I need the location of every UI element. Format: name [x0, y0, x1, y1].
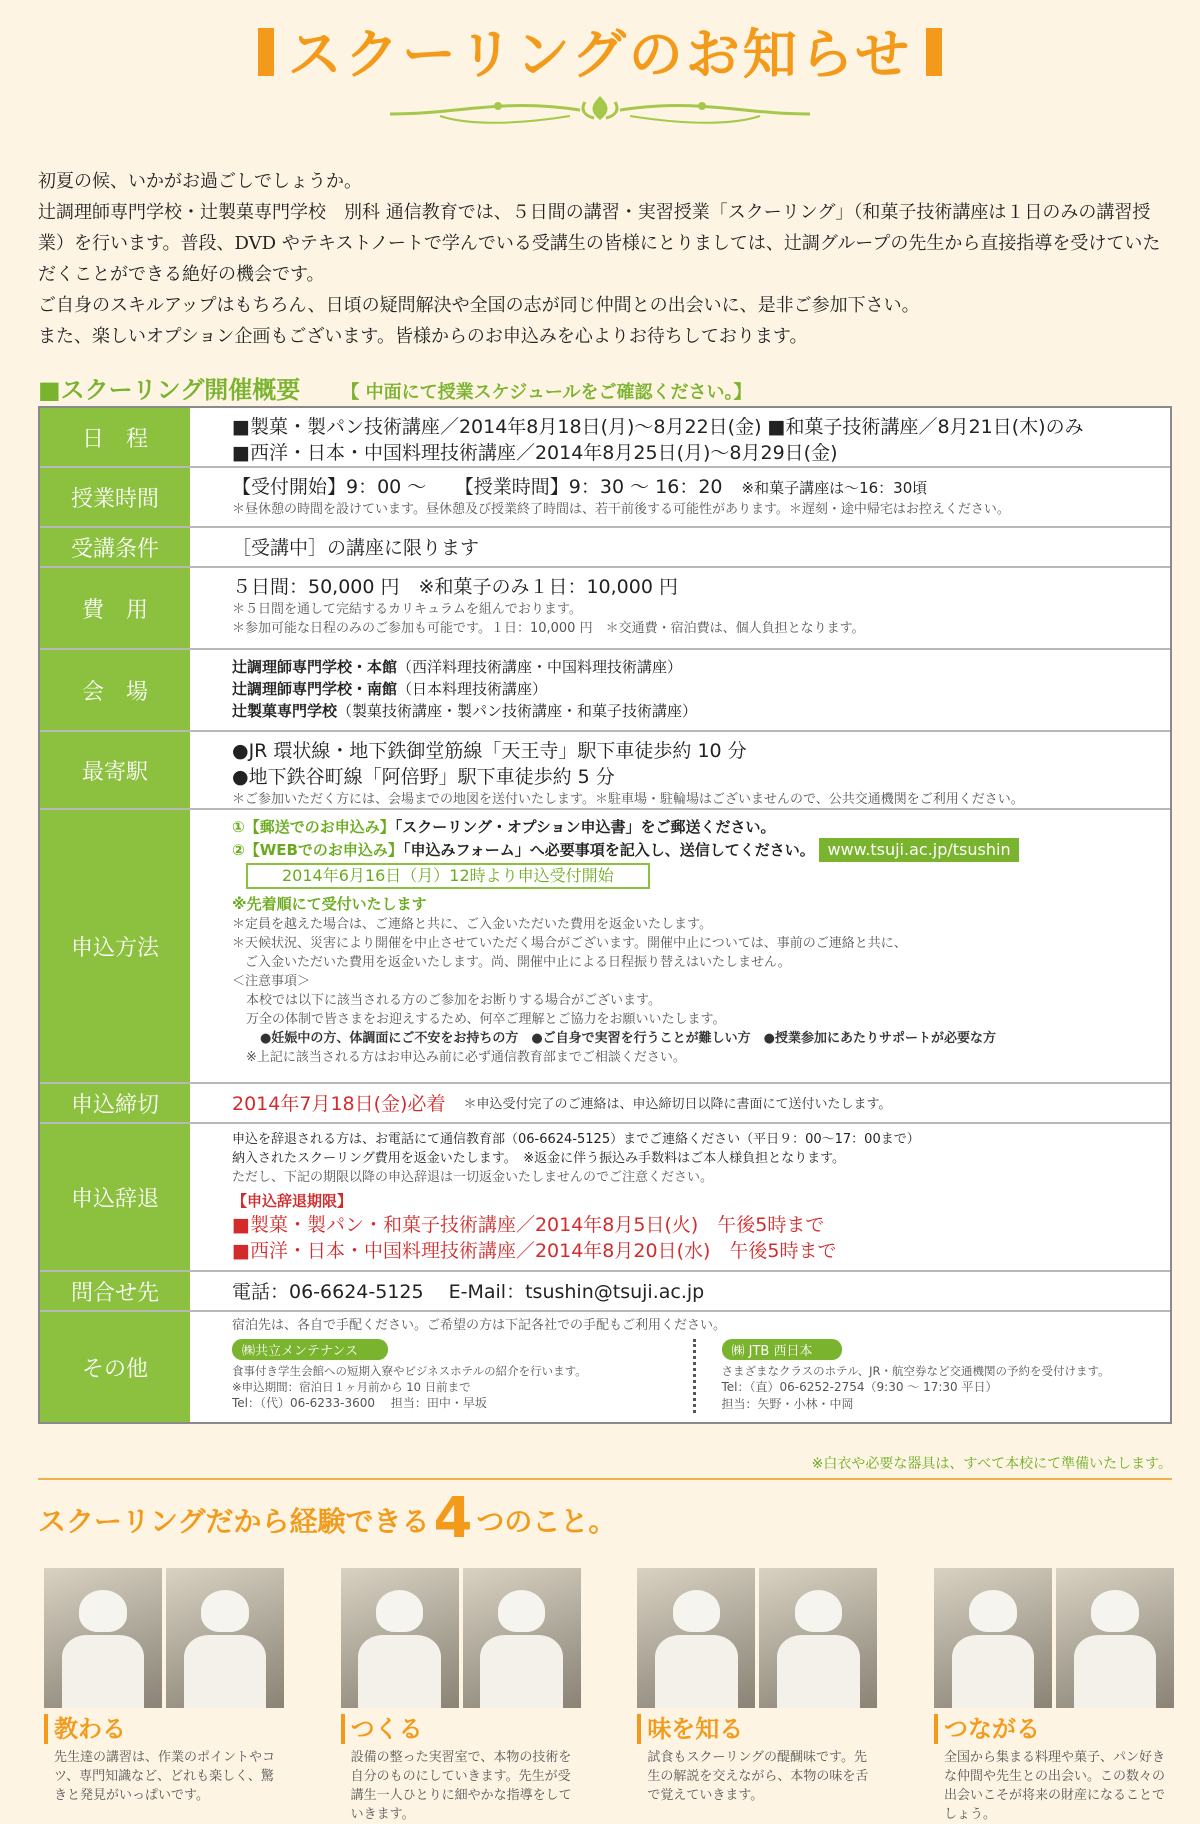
row-header: 会 場 [40, 650, 192, 730]
row-content [192, 650, 1170, 730]
row-content [192, 568, 1170, 648]
chef-photo [637, 1568, 755, 1708]
card-make [341, 1568, 581, 1824]
row-header: 費 用 [40, 568, 192, 648]
page-title-text: スクーリングのお知らせ [287, 23, 913, 86]
row-content [192, 468, 1170, 526]
row-header: 申込辞退 [40, 1124, 192, 1270]
row-header: 問合せ先 [40, 1272, 192, 1310]
row-cancel [40, 1124, 1170, 1272]
fee-note: ＊５日間を通して完結するカリキュラムを組んでおります。 [232, 602, 582, 617]
row-header: 日 程 [40, 408, 192, 466]
apply-start-box: 2014年6月16日（月）12時より申込受付開始 [246, 863, 650, 889]
column-divider [693, 1339, 696, 1413]
apply-caution-head: ＜注意事項＞ [232, 974, 311, 989]
card-desc: 先生達の講習は、作業のポイントやコツ、専門知識など、どれも楽しく、驚きと発見がいっぱいです。 [54, 1750, 276, 1803]
deadline-date: 2014年7月18日(金)必着 [232, 1093, 446, 1115]
fee-note: ＊参加可能な日程のみのご参加も可能です。１日：10,000 円 ＊交通費・宿泊費は、個人負担となります。 [232, 621, 865, 636]
foot-note: ※白衣や必要な器具は、すべて本校にて準備いたします。 [811, 1456, 1172, 1472]
card-title: つくる [341, 1714, 581, 1744]
schedule-line: ■製菓・製パン技術講座／2014年8月18日(月)～8月22日(金) ■和菓子技術講座／8月21日(木)のみ [232, 416, 1084, 438]
card-desc: 設備の整った実習室で、本物の技術を自分のものにしていきます。先生が受講生一人ひとりに細やかな指導をしていきます。 [350, 1750, 572, 1822]
row-venue [40, 650, 1170, 732]
section-note: 【 中面にて授業スケジュールをご確認ください。】 [341, 382, 752, 403]
row-header: 最寄駅 [40, 732, 192, 808]
chef-photo [934, 1568, 1052, 1708]
venue-detail: （製菓技術講座・製パン技術講座・和菓子技術講座） [337, 702, 698, 720]
chef-photo [759, 1568, 877, 1708]
row-content [192, 408, 1170, 466]
apply-first-come: ※先着順にて受付いたします [232, 895, 427, 913]
card-photos [934, 1568, 1174, 1708]
company-note: ※申込期間：宿泊日１ヶ月前から 10 日前まで [232, 1380, 471, 1394]
cancel-period-head: 【申込辞退期限】 [232, 1192, 353, 1210]
apply-method-body: 「スクーリング・オプション申込書」をご郵送ください。 [394, 818, 776, 836]
card-desc: 試食もスクーリングの醍醐味です。先生の解説を交えながら、本物の味を舌で覚えていきます。 [647, 1750, 869, 1803]
row-content [192, 1084, 1170, 1122]
four-post: つのこと。 [476, 1505, 617, 1538]
intro-line: 初夏の候、いかがお過ごしでしょうか。 [38, 171, 362, 192]
row-apply [40, 810, 1170, 1084]
row-header: 受講条件 [40, 528, 192, 566]
card-title: 教わる [44, 1714, 284, 1744]
apply-caution: ●妊娠中の方、体調面にご不安をお持ちの方 ●ご自身で実習を行うことが難しい方 ●授業参加にあたりサポートが必要な方 [260, 1031, 997, 1046]
chef-photo [341, 1568, 459, 1708]
other-line: 宿泊先は、各自で手配ください。ご希望の方は下記各社での手配もご利用ください。 [232, 1318, 727, 1333]
apply-url-link[interactable]: www.tsuji.ac.jp/tsushin [819, 838, 1018, 862]
card-desc: 全国から集まる料理や菓子、パン好きな仲間や先生との出会い。この数々の出会いこそが将来の財産になることでしょう。 [943, 1750, 1165, 1822]
four-pre: スクーリングだから経験できる [38, 1505, 430, 1538]
other-col-left [232, 1339, 667, 1413]
apply-note: ご入金いただいた費用を返金いたします。尚、開催中止による日程振り替えはいたしません。 [232, 955, 791, 970]
apply-note: ＊定員を越えた場合は、ご連絡と共に、ご入金いただいた費用を返金いたします。 [232, 917, 712, 932]
card-learn [44, 1568, 284, 1824]
intro-line: ご自身のスキルアップはもちろん、日頃の疑問解決や全国の志が同じ仲間との出会いに、是非ご参加下さい。 [38, 295, 920, 316]
row-content [192, 732, 1170, 808]
cancel-period: ■西洋・日本・中国料理技術講座／2014年8月20日(水) 午後5時まで [232, 1240, 837, 1262]
company-tel: Tel：（直）06-6252-2754（9:30 ～ 17:30 平日） [721, 1380, 998, 1394]
other-columns [232, 1339, 1156, 1413]
venue-detail: （日本料理技術講座） [397, 680, 548, 698]
station-line: ●JR 環状線・地下鉄御堂筋線「天王寺」駅下車徒歩約 10 分 [232, 740, 747, 762]
apply-method-body: 「申込みフォーム」へ必要事項を記入し、送信してください。 [402, 841, 815, 859]
chef-photo [1056, 1568, 1174, 1708]
row-content [192, 1312, 1170, 1422]
row-content [192, 810, 1170, 1082]
row-deadline [40, 1084, 1170, 1124]
row-station [40, 732, 1170, 810]
cancel-line: 納入されたスクーリング費用を返金いたします。 ※返金に伴う振込み手数料はご本人様負担となります。 [232, 1151, 846, 1166]
row-header: 申込締切 [40, 1084, 192, 1122]
company-staff: 担当：矢野・小林・中岡 [721, 1397, 854, 1411]
intro-line: また、楽しいオプション企画もございます。皆様からのお申込みを心よりお待ちしております。 [38, 326, 808, 347]
row-fee [40, 568, 1170, 650]
apply-caution: 万全の体制で皆さまをお迎えするため、何卒ご理解とご協力をお願いいたします。 [246, 1012, 726, 1027]
row-content [192, 528, 1170, 566]
company-tag: ㈱ JTB 西日本 [722, 1339, 843, 1360]
schedule-line: ■西洋・日本・中国料理技術講座／2014年8月25日(月)～8月29日(金) [232, 442, 838, 464]
condition-line: ［受講中］の講座に限ります [232, 537, 480, 559]
venue-name: 辻製菓専門学校 [232, 702, 338, 720]
card-title: 味を知る [637, 1714, 877, 1744]
apply-method-head: ①【郵送でのお申込み】 [232, 818, 395, 836]
section-heading [38, 370, 1168, 402]
cancel-line: 申込を辞退される方は、お電話にて通信教育部（06-6624-5125）までご連絡ください（平日９：00～17：00まで） [232, 1132, 920, 1147]
chef-photo [463, 1568, 581, 1708]
company-tag: ㈱共立メンテナンス [232, 1339, 388, 1360]
four-things-heading [38, 1478, 1172, 1551]
row-condition [40, 528, 1170, 568]
intro-text [38, 166, 1168, 352]
time-note: ※和菓子講座は～16：30頃 [741, 479, 928, 497]
page-title [0, 20, 1200, 90]
row-time [40, 468, 1170, 528]
station-line: ●地下鉄谷町線「阿倍野」駅下車徒歩約 5 分 [232, 766, 615, 788]
apply-caution: ※上記に該当される方はお申込み前に必ず通信教育部までご相談ください。 [246, 1050, 686, 1065]
row-header: 申込方法 [40, 810, 192, 1082]
apply-note: ＊天候状況、災害により開催を中止させていただく場合がございます。開催中止については、事前のご連絡と共に、 [232, 936, 907, 951]
row-content [192, 1124, 1170, 1270]
four-number: 4 [433, 1486, 473, 1551]
cancel-period: ■製菓・製パン・和菓子技術講座／2014年8月5日(火) 午後5時まで [232, 1214, 825, 1236]
time-footnote: ＊昼休憩の時間を設けています。昼休憩及び授業終了時間は、若干前後する可能性があります。＊遅刻・途中帰宅はお控えください。 [232, 502, 1010, 517]
card-photos [637, 1568, 877, 1708]
time-line: 【受付開始】9：00 ～ 【授業時間】9：30 ～ 16：20 [232, 476, 723, 498]
header [0, 0, 1200, 140]
chef-photo [44, 1568, 162, 1708]
four-cards [44, 1568, 1174, 1824]
contact-line: 電話：06-6624-5125 E-Mail：tsushin@tsuji.ac.jp [232, 1281, 705, 1303]
row-header: 授業時間 [40, 468, 192, 526]
ornament-icon [380, 92, 820, 128]
company-tel: Tel：（代）06-6233-3600 担当：田中・早坂 [232, 1396, 487, 1410]
intro-line: 辻調理師専門学校・辻製菓専門学校 別科 通信教育では、５日間の講習・実習授業「スクーリング」（和菓子技術講座は１日のみの講習授業）を行います。普段、DVD やテキストノートで学んでいる受講生の皆様にとりましては、辻調グループの先生から直接指導を受けていただくことができる絶好の機会です。 [38, 202, 1161, 285]
chef-photo [166, 1568, 284, 1708]
row-contact [40, 1272, 1170, 1312]
card-photos [44, 1568, 284, 1708]
row-content [192, 1272, 1170, 1310]
cancel-line: ただし、下記の期限以降の申込辞退は一切返金いたしませんのでご注意ください。 [232, 1170, 714, 1185]
row-schedule [40, 408, 1170, 468]
venue-name: 辻調理師専門学校・本館 [232, 658, 398, 676]
row-header: その他 [40, 1312, 192, 1422]
row-other [40, 1312, 1170, 1422]
other-col-right [722, 1339, 1157, 1413]
card-taste [637, 1568, 877, 1824]
venue-detail: （西洋料理技術講座・中国料理技術講座） [397, 658, 683, 676]
station-note: ＊ご参加いただく方には、会場までの地図を送付いたします。＊駐車場・駐輪場はございませんので、公共交通機関をご利用ください。 [232, 792, 1024, 807]
deadline-note: ＊申込受付完了のご連絡は、申込締切日以降に書面にて送付いたします。 [463, 1096, 892, 1112]
venue-name: 辻調理師専門学校・南館 [232, 680, 398, 698]
title-bar-right [926, 28, 942, 76]
card-connect [934, 1568, 1174, 1824]
apply-method-head: ②【WEBでのお申込み】 [232, 841, 403, 859]
fee-line: ５日間：50,000 円 ※和菓子のみ１日：10,000 円 [232, 576, 678, 598]
title-bar-left [258, 28, 274, 76]
apply-caution: 本校では以下に該当される方のご参加をお断りする場合がございます。 [246, 993, 661, 1008]
section-title: ■スクーリング開催概要 [38, 376, 301, 404]
card-title: つながる [934, 1714, 1174, 1744]
card-photos [341, 1568, 581, 1708]
company-desc: 食事付き学生会館への短期入寮やビジネスホテルの紹介を行います。 [232, 1364, 587, 1378]
overview-table [38, 406, 1172, 1424]
company-desc: さまざまなクラスのホテル、JR・航空券など交通機関の予約を受付けます。 [721, 1364, 1110, 1378]
